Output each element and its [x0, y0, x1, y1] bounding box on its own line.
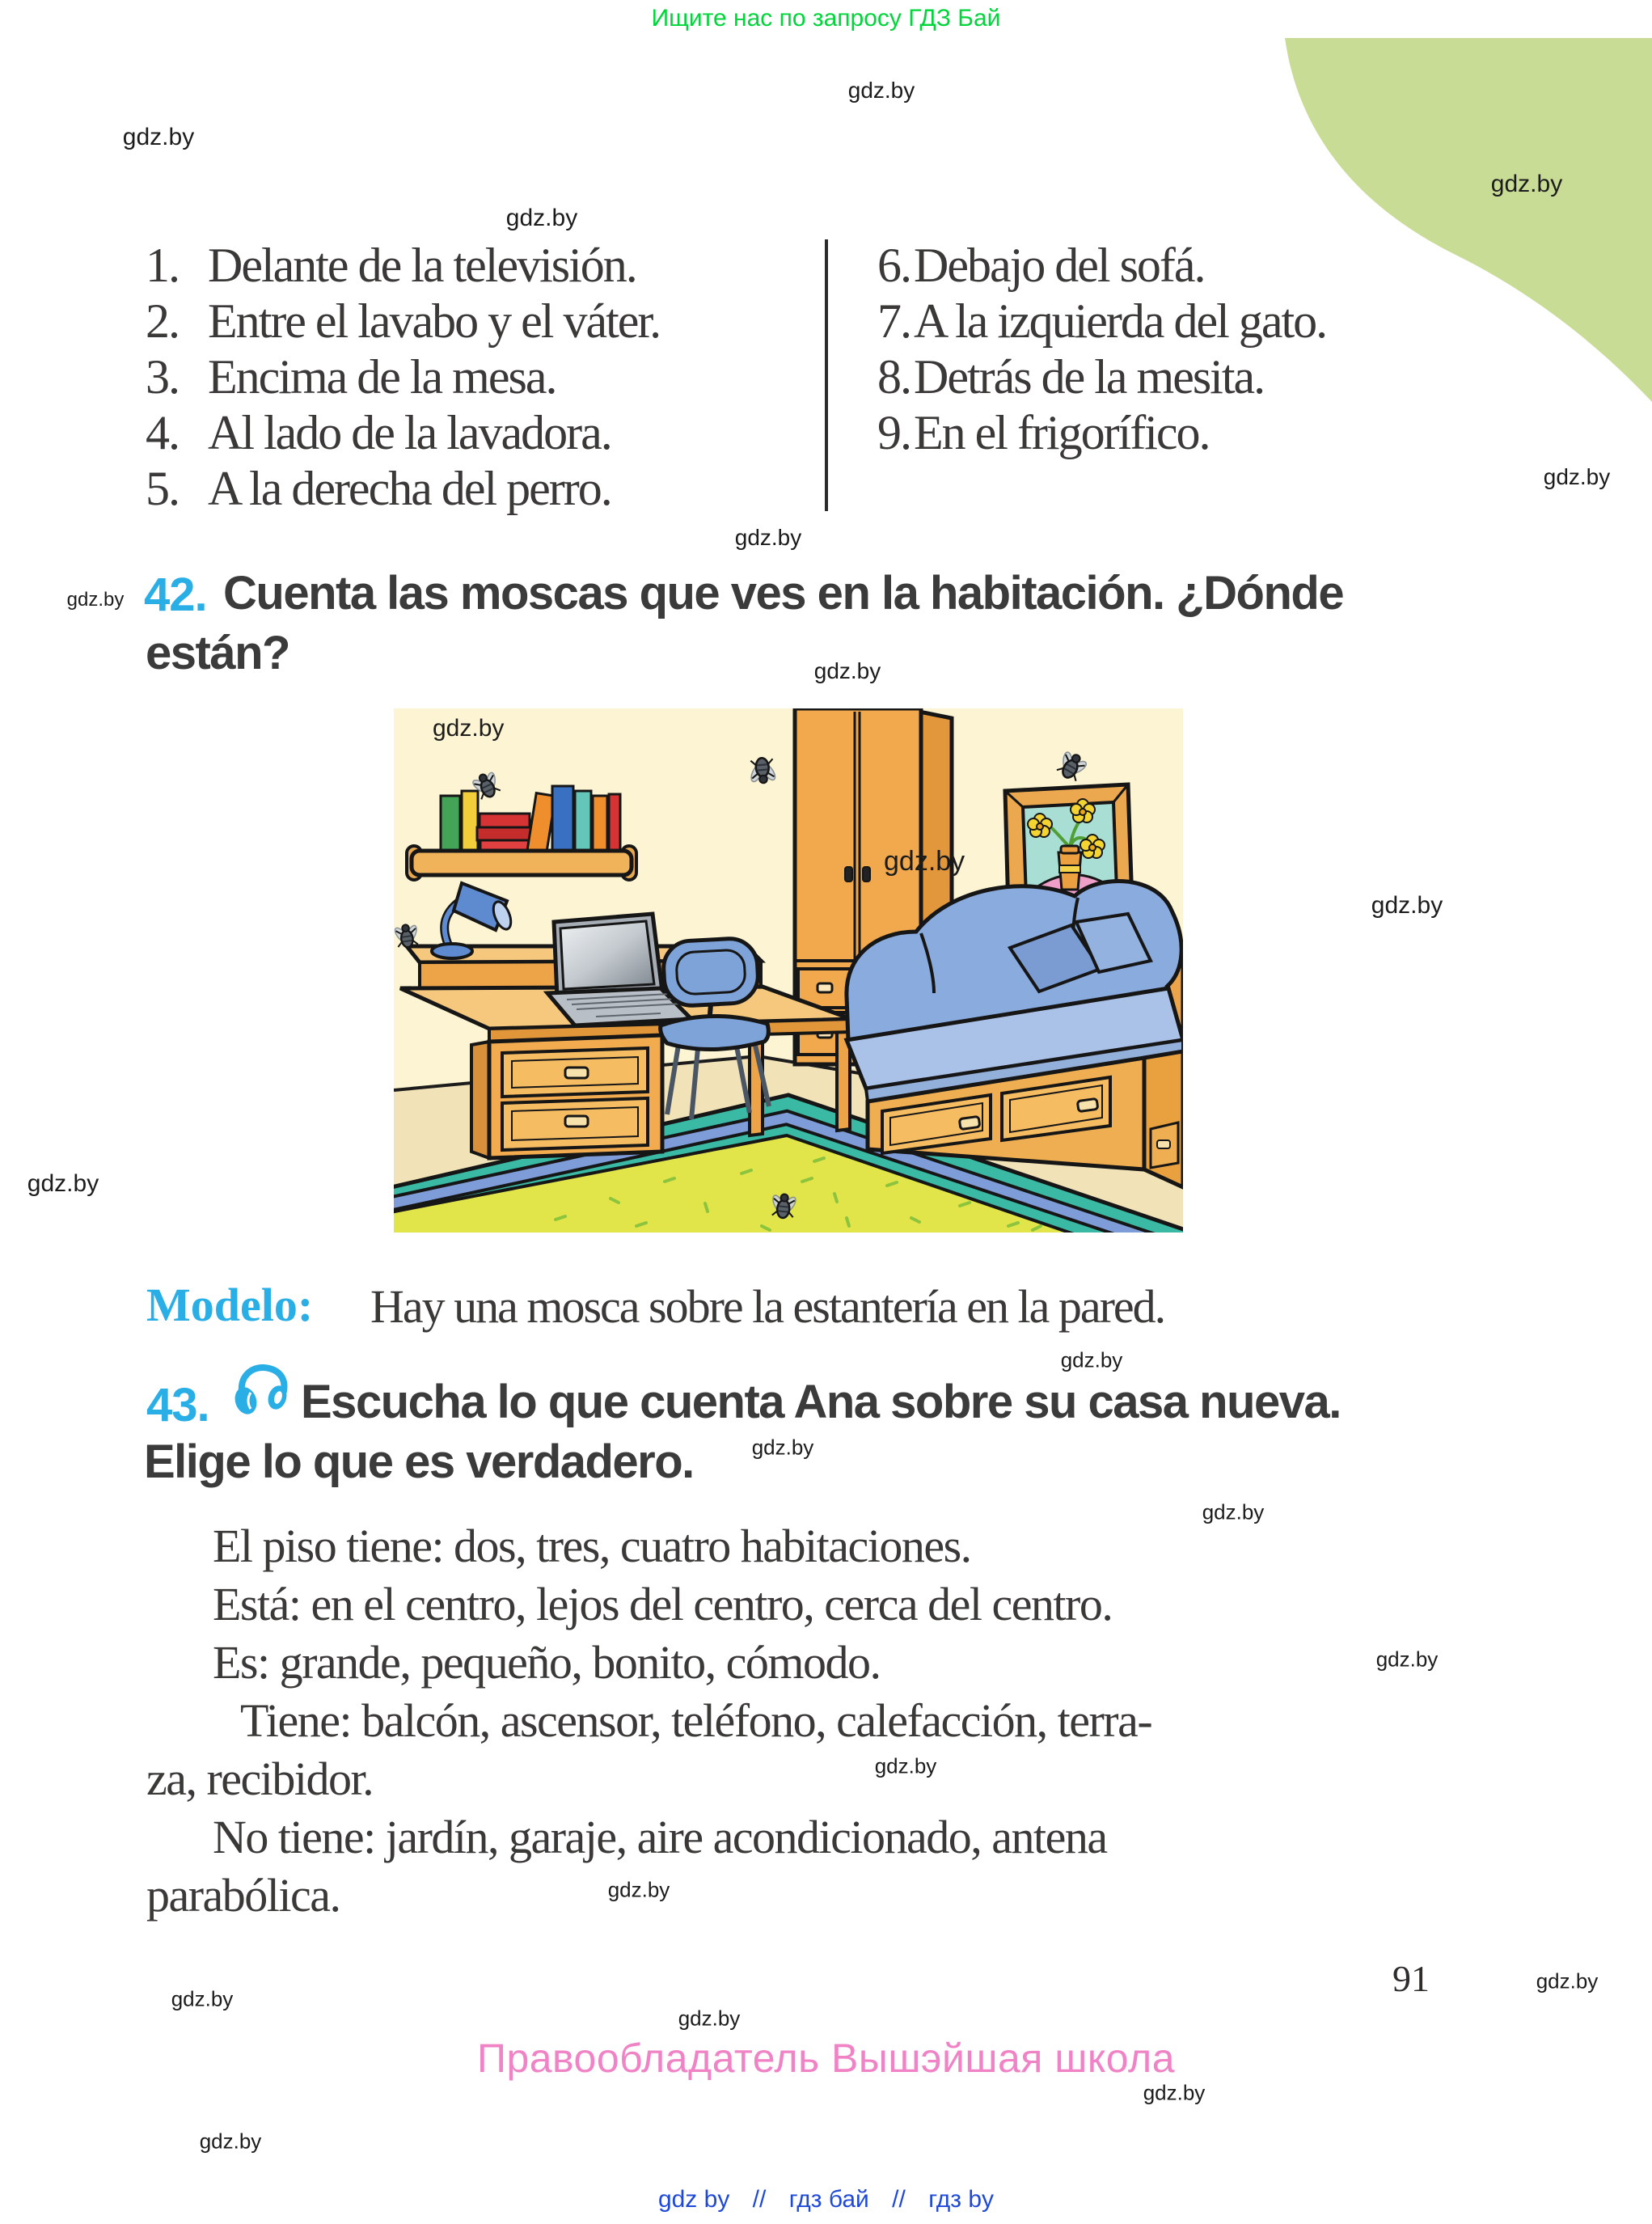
list-item-text: Al lado de la lavadora.	[208, 406, 611, 459]
list-item-text: Delante de la televisión.	[208, 239, 636, 292]
option-line: Es: grande, pequeño, bonito, cómodo.	[213, 1636, 881, 1689]
watermark: gdz.by	[734, 525, 802, 550]
watermark: gdz.by	[505, 205, 578, 231]
list-item-number: 1.	[146, 239, 179, 292]
option-line: Está: en el centro, lejos del centro, cerca del centro.	[213, 1578, 1113, 1630]
list-item	[146, 463, 660, 518]
list-item-text: Entre el lavabo y el váter.	[208, 294, 661, 348]
watermark: gdz.by	[27, 1170, 99, 1197]
listening-options	[146, 1517, 1151, 1925]
footer-link-gdz-bai[interactable]: гдз бай	[788, 2186, 869, 2213]
list-item	[877, 239, 1326, 295]
option-line: No tiene: jardín, garaje, aire acondicionado, antena	[213, 1811, 1107, 1863]
footer-link-gdz-by[interactable]: gdz by	[657, 2186, 730, 2213]
option-line: za, recibidor.	[146, 1753, 374, 1805]
preposition-list-left	[146, 239, 660, 518]
watermark: gdz.by	[1490, 171, 1563, 197]
exercise-43-number: 43.	[146, 1379, 209, 1431]
list-item	[146, 295, 660, 351]
option-line: Tiene: balcón, ascensor, teléfono, calefacción, terra-	[240, 1694, 1152, 1747]
list-item-text: Detrás de la mesita.	[914, 350, 1265, 404]
watermark: gdz.by	[884, 846, 965, 877]
list-item-number: 6.	[877, 239, 911, 292]
headphones-icon	[231, 1364, 293, 1417]
watermark: gdz.by	[813, 658, 881, 683]
watermark: gdz.by	[1536, 1968, 1599, 1994]
watermark: gdz.by	[122, 124, 195, 150]
watermark: gdz.by	[751, 1435, 814, 1460]
option-line: El piso tiene: dos, tres, cuatro habitaciones.	[213, 1520, 971, 1572]
watermark: gdz.by	[1543, 464, 1611, 489]
copyright-line: Правообладатель Вышэйшая школа	[477, 2036, 1175, 2081]
watermark: gdz.by	[433, 715, 505, 742]
column-divider	[825, 239, 828, 511]
list-item	[146, 407, 660, 463]
list-item-number: 2.	[146, 294, 179, 348]
list-item-number: 8.	[877, 350, 911, 404]
watermark: gdz.by	[607, 1877, 670, 1902]
watermark: gdz.by	[874, 1753, 937, 1778]
exercise-42-title-line2: están?	[146, 627, 289, 679]
list-item-number: 3.	[146, 350, 179, 404]
watermark: gdz.by	[171, 1986, 234, 2011]
list-item-number: 5.	[146, 462, 179, 515]
footer-separator: //	[752, 2186, 767, 2213]
exercise-43-title-line2: Elige lo que es verdadero.	[144, 1435, 694, 1488]
exercise-42-title-line1: Cuenta las moscas que ves en la habitación. ¿Dónde	[223, 567, 1344, 619]
page-number: 91	[1392, 1958, 1430, 1999]
list-item-number: 7.	[877, 294, 911, 348]
exercise-43-title-line1: Escucha lo que cuenta Ana sobre su casa nueva.	[301, 1376, 1341, 1428]
modelo-sentence: Hay una mosca sobre la estantería en la pared.	[370, 1280, 1165, 1333]
footer-link-gdz-by2[interactable]: гдз by	[928, 2186, 995, 2213]
list-item-number: 9.	[877, 406, 911, 459]
list-item	[146, 239, 660, 295]
promo-banner: Ищите нас по запросу ГДЗ Бай	[651, 5, 1001, 32]
modelo-label: Modelo:	[146, 1279, 314, 1331]
list-item	[877, 407, 1326, 463]
watermark: gdz.by	[847, 78, 915, 103]
watermark: gdz.by	[1202, 1499, 1265, 1524]
footer-links	[0, 2186, 1652, 2213]
list-item	[146, 351, 660, 407]
list-item	[877, 295, 1326, 351]
list-item-text: A la izquierda del gato.	[914, 294, 1327, 348]
exercise-42-number: 42.	[144, 569, 207, 621]
list-item-text: Encima de la mesa.	[208, 350, 556, 404]
list-item-text: En el frigorífico.	[914, 406, 1210, 459]
list-item-text: Debajo del sofá.	[914, 239, 1205, 292]
watermark: gdz.by	[1143, 2080, 1206, 2105]
room-illustration	[394, 708, 1183, 1233]
watermark: gdz.by	[1060, 1347, 1123, 1372]
preposition-list-right	[877, 239, 1326, 463]
list-item-text: A la derecha del perro.	[208, 462, 611, 515]
watermark: gdz.by	[1375, 1647, 1439, 1672]
list-item	[877, 351, 1326, 407]
watermark: gdz.by	[1371, 892, 1443, 919]
list-item-number: 4.	[146, 406, 179, 459]
watermark: gdz.by	[678, 2006, 741, 2031]
option-line: parabólica.	[146, 1869, 340, 1922]
footer-separator: //	[892, 2186, 906, 2213]
watermark: gdz.by	[66, 589, 125, 611]
watermark: gdz.by	[199, 2129, 262, 2154]
